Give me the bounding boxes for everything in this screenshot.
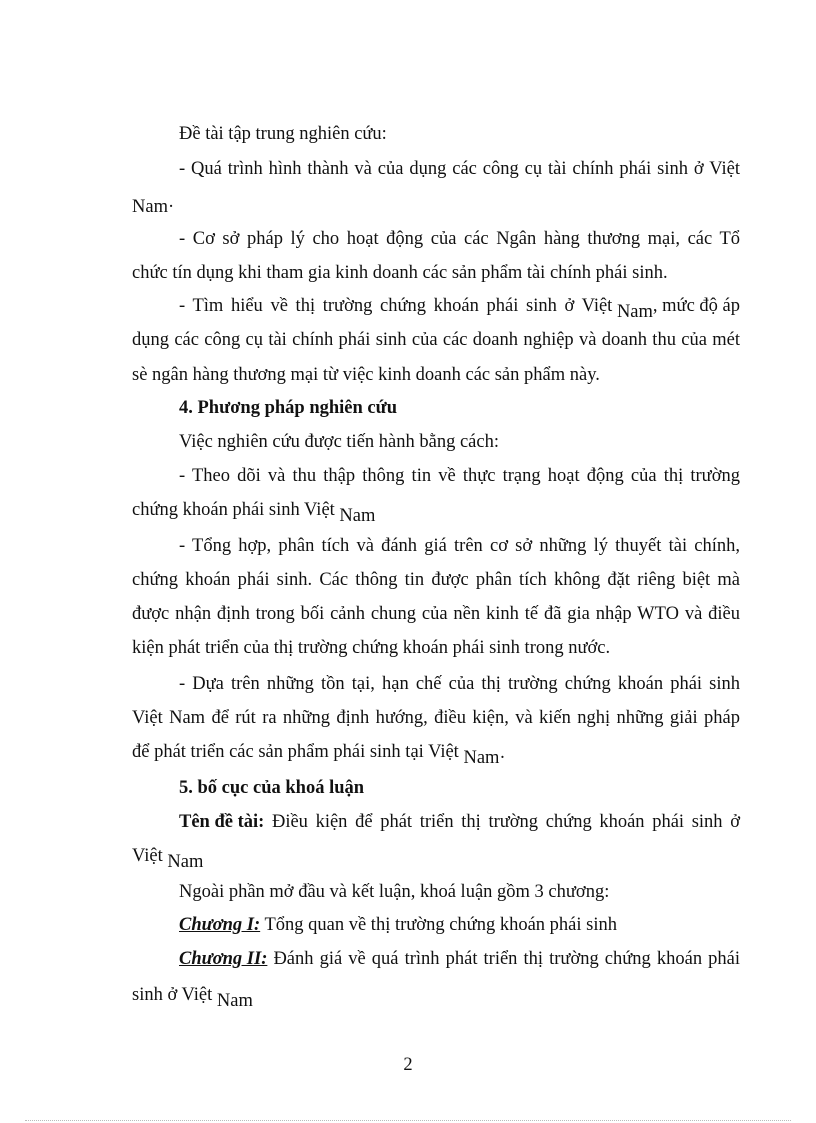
title-nam: Nam: [167, 852, 204, 872]
bullet-3-text-a: - Tìm hiểu về thị trường chứng khoán phái sinh ở Việt: [179, 296, 617, 316]
outline-intro: Ngoài phần mở đầu và kết luận, khoá luận gồm 3 chương:: [179, 882, 610, 902]
intro-line: Đề tài tập trung nghiên cứu:: [179, 124, 387, 144]
chapter-2-line-1: [179, 948, 740, 970]
chapter-2-line-2: [132, 984, 253, 1011]
method-3-line-1: - Dựa trên những tồn tại, hạn chế của thị trường chứng khoán phái sinh: [179, 674, 740, 694]
title-label: Tên đề tài:: [179, 812, 265, 832]
method-2-line-3: được nhận định trong bối cảnh chung của nền kinh tế đã gia nhập WTO và điều: [132, 604, 740, 624]
page-bottom-divider: [25, 1120, 791, 1121]
method-1-text: chứng khoán phái sinh Việt: [132, 500, 340, 520]
chapter-1-title: Tổng quan về thị trường chứng khoán phái sinh: [260, 915, 617, 935]
bullet-2-line-2: chức tín dụng khi tham gia kinh doanh các sản phẩm tài chính phái sinh.: [132, 263, 668, 283]
section-4-heading: 4. Phương pháp nghiên cứu: [179, 398, 398, 418]
chapter-2-label: Chương II:: [179, 949, 268, 969]
title-line-2: [132, 845, 204, 872]
method-3-nam: Nam·: [463, 748, 506, 768]
method-3-line-3: [132, 741, 506, 768]
title-line-1: [179, 811, 740, 833]
bullet-3-text-b: , mức độ áp: [652, 296, 740, 316]
method-1-line-1: - Theo dõi và thu thập thông tin về thực trạng hoạt động của thị trường: [179, 466, 740, 486]
chapter-1-label: Chương I:: [179, 915, 261, 935]
page-number: 2: [403, 1055, 413, 1075]
method-1-nam: Nam: [339, 506, 376, 526]
method-2-line-4: kiện phát triển của thị trường chứng khoán phái sinh trong nước.: [132, 638, 611, 658]
method-1-line-2: [132, 499, 376, 526]
chapter-2-text: sinh ở Việt: [132, 985, 217, 1005]
method-3-line-2: Việt Nam để rút ra những định hướng, điều kiện, và kiến nghị những giải pháp: [132, 708, 740, 728]
chapter-2-title: Đánh giá về quá trình phát triển thị trường chứng khoán phái: [267, 949, 740, 969]
title-viet: Việt: [132, 846, 168, 866]
bullet-3-nam: Nam: [616, 302, 653, 322]
method-3-text: để phát triển các sản phẩm phái sinh tại Việt: [132, 742, 464, 762]
bullet-1-line-2: Nam·: [132, 197, 175, 217]
bullet-3-line-1: [179, 295, 740, 322]
section-5-heading: 5. bố cục của khoá luận: [179, 778, 365, 798]
chapter-1: [179, 914, 617, 936]
method-2-line-1: - Tổng hợp, phân tích và đánh giá trên cơ sở những lý thuyết tài chính,: [179, 536, 740, 556]
method-intro: Việc nghiên cứu được tiến hành bằng cách:: [179, 432, 499, 452]
bullet-1-line-1: - Quá trình hình thành và của dụng các công cụ tài chính phái sinh ở Việt: [179, 159, 740, 179]
bullet-2-line-1: - Cơ sở pháp lý cho hoạt động của các Ngân hàng thương mại, các Tổ: [179, 229, 740, 249]
chapter-2-nam: Nam: [216, 991, 253, 1011]
method-2-line-2: chứng khoán phái sinh. Các thông tin được phân tích không đặt riêng biệt mà: [132, 570, 740, 590]
title-text: Điều kiện để phát triển thị trường chứng khoán phái sinh ở: [264, 812, 740, 832]
bullet-3-line-2: dụng các công cụ tài chính phái sinh của các doanh nghiệp và doanh thu của mét: [132, 330, 740, 350]
bullet-3-line-3: sè ngân hàng thương mại từ việc kinh doanh các sản phẩm này.: [132, 365, 600, 385]
